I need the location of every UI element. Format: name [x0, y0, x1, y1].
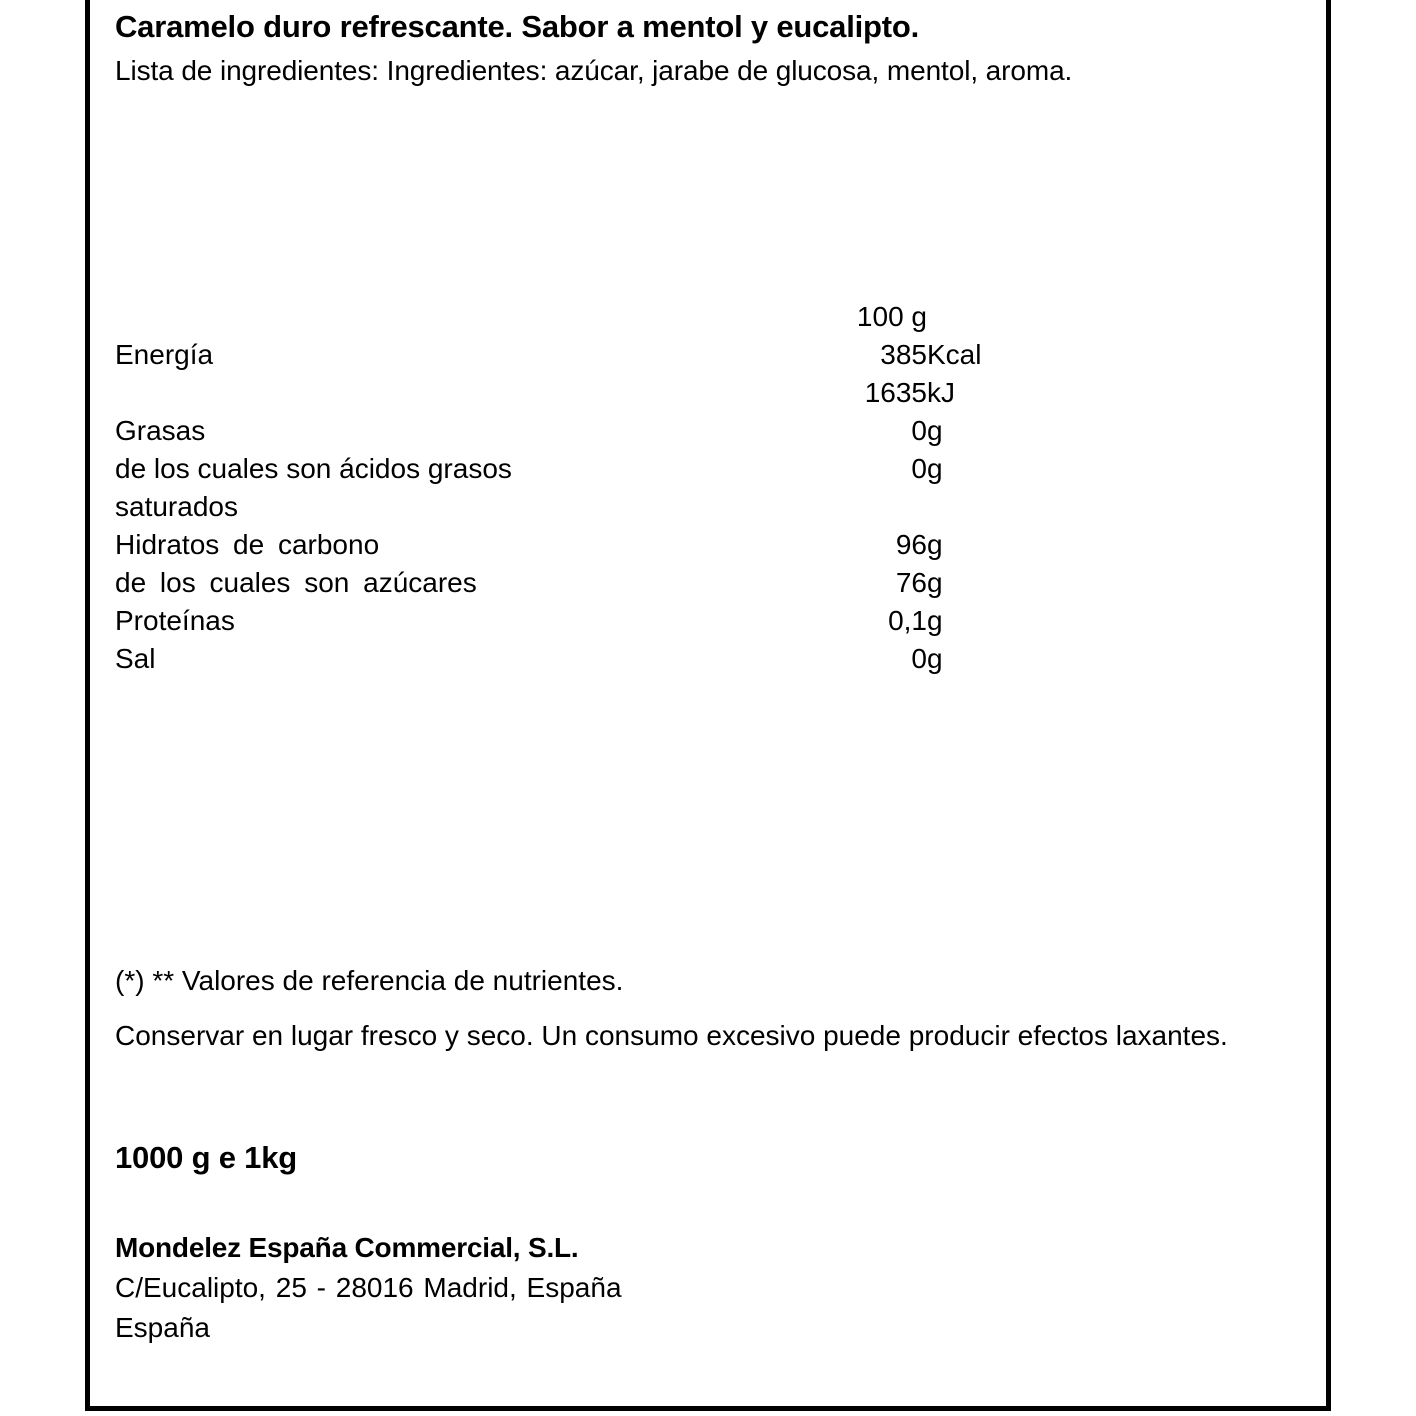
table-row — [115, 412, 1305, 450]
nutrient-label: Sal — [115, 643, 156, 674]
product-title: Caramelo duro refrescante. Sabor a mentol y eucalipto. — [115, 9, 920, 44]
label-header — [115, 0, 1305, 90]
nutrient-unit: g — [927, 415, 943, 446]
table-row — [115, 336, 1305, 374]
nutrition-header-blank — [115, 298, 715, 336]
table-row — [115, 564, 1305, 602]
nutrient-label: Grasas — [115, 415, 206, 446]
table-row — [115, 488, 1305, 526]
nutrient-unit: g — [927, 567, 943, 598]
nutrient-unit: g — [927, 643, 943, 674]
table-row — [115, 450, 1305, 488]
nutrient-unit: g — [927, 529, 943, 560]
nutrient-unit: g — [927, 605, 943, 636]
table-row — [115, 526, 1305, 564]
manufacturer-address: C/Eucalipto, 25 - 28016 Madrid, España — [115, 1272, 622, 1303]
product-label-panel — [85, 0, 1331, 1411]
nutrient-value: 0 — [911, 415, 927, 446]
ingredients-list: Lista de ingredientes: Ingredientes: azúcar, jarabe de glucosa, mentol, aroma. — [115, 55, 1073, 86]
nutrient-label: Energía — [115, 339, 214, 370]
nutrition-header-row — [115, 298, 1305, 336]
nutrient-unit: Kcal — [927, 339, 982, 370]
nutrient-label: saturados — [115, 491, 238, 522]
nutrient-value: 96 — [895, 529, 927, 560]
nutrition-values-table — [115, 298, 1305, 678]
nutrient-label: Proteínas — [115, 605, 235, 636]
nutrient-unit — [927, 488, 1305, 526]
nutrient-value: 0 — [911, 453, 927, 484]
nutrition-column-header: 100 g — [856, 301, 927, 332]
manufacturer-block — [115, 1228, 1305, 1348]
net-weight: 1000 g e 1kg — [115, 1140, 297, 1175]
nutrient-reference-footnote: (*) ** Valores de referencia de nutrientes. — [115, 965, 624, 996]
nutrient-value: 385 — [880, 339, 927, 370]
nutrient-value: 0 — [911, 643, 927, 674]
manufacturer-name: Mondelez España Commercial, S.L. — [115, 1232, 579, 1263]
nutrient-label — [115, 374, 715, 412]
nutrient-label: Hidratos de carbono — [115, 529, 380, 560]
nutrient-value: 76 — [895, 567, 927, 598]
nutrient-label: de los cuales son azúcares — [115, 567, 477, 598]
storage-instructions: Conservar en lugar fresco y seco. Un consumo excesivo puede producir efectos laxantes. — [115, 1020, 1228, 1051]
footnotes-section — [115, 962, 1305, 1055]
manufacturer-country: España — [115, 1312, 210, 1343]
nutrition-header-unit-blank — [927, 298, 1305, 336]
nutrient-value: 0,1 — [888, 605, 927, 636]
table-row — [115, 640, 1305, 678]
nutrient-unit: g — [927, 453, 943, 484]
nutrition-table — [115, 298, 1305, 678]
table-row — [115, 374, 1305, 412]
table-row — [115, 602, 1305, 640]
nutrient-unit: kJ — [927, 377, 955, 408]
nutrient-label: de los cuales son ácidos grasos — [115, 453, 512, 484]
nutrient-value — [715, 488, 927, 526]
nutrient-value: 1635 — [864, 377, 927, 408]
